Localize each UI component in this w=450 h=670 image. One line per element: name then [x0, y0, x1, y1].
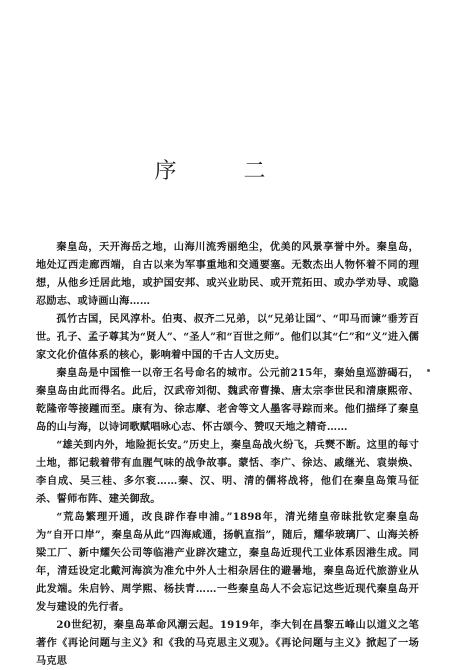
- paragraph: 孤竹古国，民风淳朴。伯夷、叔齐二兄弟，以“兄弟让国”、“叩马而谏”垂芳百世。孔子、孟子尊其为“贤人”、“圣人”和“百世之师”。他们以其“仁”和“义”进入儒家文化价值体系的核心，影响着中国的千古人文历史。: [36, 313, 419, 361]
- paragraph: “荒岛繁理开通，改良辟作春申浦。”1898年，清光绪皇帝昧批钦定秦皇岛为“自开口岸”，秦皇岛从此“四海咸通，扬帆直指”，随后，耀华玻璃厂、山海关桥梁工厂、新中耀矢公司等临港产业辟次建立，秦皇岛近现代工业体系因港生成。同年，清廷设定北戴河海滨为准允中外人士相杂居住的避暑地，秦皇岛近代旅游业从此发端。朱启钤、周学熙、杨扶青……一些秦皇岛人不会忘记这些近现代秦皇岛开发与建设的先行者。: [36, 511, 419, 613]
- paragraph: 秦皇岛，天开海岳之地，山海川流秀丽绝尘，优美的风景享誉中外。秦皇岛，地处辽西走廊西端，自古以来为军事重地和交通要塞。无数杰出人物怀着不同的理想，从他乡迁居此地，或护国安邦、或兴业助民、或开荒拓田、或办学劝导、或隐忍励志、或诗画山海……: [36, 241, 419, 307]
- paragraph: 秦皇岛是中国惟一以帝王名号命名的城市。公元前215年，秦始皇巡游碣石，秦皇岛由此而得名。此后，汉武帝刘彻、魏武帝曹操、唐太宗李世民和清康熙帝、乾隆帝等接踵而至。康有为、徐志摩、老舍等文人墨客寻踪而来。他们描绎了秦皇岛的山与海，以诗词歌赋唱咏心志、怀古颂今、赞叹天地之精奇……: [36, 367, 419, 433]
- paragraph: 20世纪初，秦皇岛革命风潮云起。1919年，李大钊在昌黎五峰山以道义之笔著作《再论问题与主义》和《我的马克思主义观》。《再论问题与主义》掀起了一场马克思: [36, 619, 419, 667]
- document-body: [36, 238, 419, 670]
- paragraph: “雄关到内外，地险扼长安。”历史上，秦皇岛战火纷飞，兵燹不断。这里的每寸土地，都记载着带有血腥气味的战争故事。蒙恬、李广、徐达、戚继光、袁崇焕、李自成、吴三桂、多尔衮……秦、汉、明、清的儒将战将，他们在秦皇岛策马征杀、誓师布阵、建关御敌。: [36, 439, 419, 505]
- page-title: 序 二: [154, 159, 296, 184]
- margin-dot: [427, 369, 430, 372]
